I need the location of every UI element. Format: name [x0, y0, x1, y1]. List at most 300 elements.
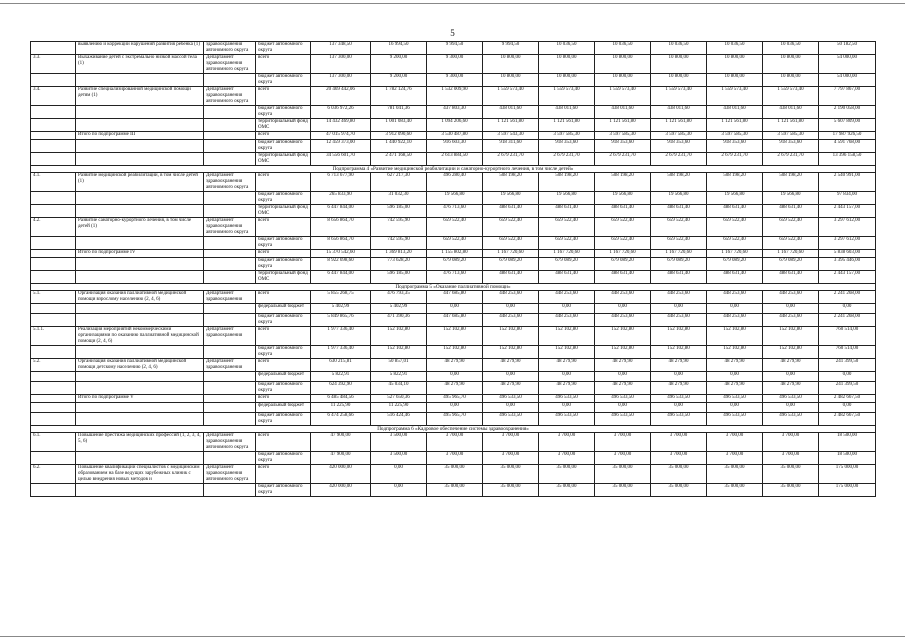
amount-cell: 496 533,50 — [707, 413, 763, 426]
measure-name — [76, 192, 204, 205]
amount-cell: 437 803,30 — [427, 106, 483, 119]
funding-source: всего — [256, 173, 311, 192]
amount-cell: 1 532 009,90 — [427, 87, 483, 106]
amount-cell: 438 011,60 — [763, 106, 819, 119]
item-number — [31, 153, 76, 166]
amount-cell: 488 631,40 — [483, 271, 539, 284]
table-row — [31, 465, 876, 484]
amount-cell: 14 432 469,80 — [311, 119, 371, 132]
amount-cell: 8 656 864,70 — [311, 218, 371, 237]
table-row — [31, 372, 876, 382]
funding-source: всего — [256, 327, 311, 346]
amount-cell: 1 121 561,80 — [483, 119, 539, 132]
item-number — [31, 304, 76, 314]
funding-source: всего — [256, 87, 311, 106]
item-number — [31, 452, 76, 465]
funding-source: федеральный бюджет — [256, 403, 311, 413]
amount-cell: 13 396 158,50 — [819, 153, 876, 166]
amount-cell: 10 800,00 — [763, 55, 819, 74]
amount-cell: 1 167 720,60 — [483, 250, 539, 258]
amount-cell: 10 036,50 — [539, 42, 595, 55]
amount-cell: 0,00 — [539, 403, 595, 413]
amount-cell: 152 102,80 — [707, 327, 763, 346]
amount-cell: 448 253,60 — [707, 314, 763, 327]
amount-cell: 918 311,60 — [483, 140, 539, 153]
amount-cell: 152 102,80 — [595, 346, 651, 359]
amount-cell: 152 102,80 — [707, 346, 763, 359]
amount-cell: 3 700,00 — [483, 433, 539, 452]
amount-cell: 10 800,00 — [483, 55, 539, 74]
amount-cell: 496 533,50 — [539, 413, 595, 426]
measure-name — [76, 382, 204, 395]
amount-cell: 1 121 561,80 — [595, 119, 651, 132]
amount-cell: 496 533,50 — [595, 413, 651, 426]
amount-cell: 97 834,00 — [819, 192, 876, 205]
amount-cell: 8 656 864,70 — [311, 237, 371, 250]
amount-cell: 1 167 720,60 — [595, 250, 651, 258]
amount-cell: 496 533,50 — [483, 413, 539, 426]
amount-cell: 476 713,60 — [427, 271, 483, 284]
amount-cell: 48 279,90 — [427, 382, 483, 395]
amount-cell: 2 443 157,00 — [819, 271, 876, 284]
amount-cell: 10 800,00 — [707, 55, 763, 74]
amount-cell: 679 089,20 — [763, 258, 819, 271]
amount-cell: 679 089,20 — [707, 258, 763, 271]
amount-cell: 9 994,50 — [427, 42, 483, 55]
amount-cell: 10 800,00 — [651, 55, 707, 74]
amount-cell: 438 011,60 — [651, 106, 707, 119]
responsible-executor — [204, 382, 256, 395]
funding-source: федеральный бюджет — [256, 372, 311, 382]
responsible-executor: Департамент здравоохранения автономного округа — [204, 218, 256, 237]
amount-cell: 3 297 612,00 — [819, 237, 876, 250]
amount-cell: 495 965,70 — [427, 413, 483, 426]
item-number — [31, 346, 76, 359]
amount-cell: 5 822,91 — [371, 372, 427, 382]
amount-cell: 0,00 — [483, 372, 539, 382]
measure-name — [76, 346, 204, 359]
item-number: 5.1.1. — [31, 327, 76, 346]
amount-cell: 488 631,40 — [483, 205, 539, 218]
amount-cell: 448 253,60 — [539, 314, 595, 327]
amount-cell: 5 402,99 — [311, 304, 371, 314]
amount-cell: 4 591 768,00 — [819, 140, 876, 153]
funding-source: бюджет автономного округа — [256, 346, 311, 359]
amount-cell: 35 000,00 — [483, 465, 539, 484]
item-number — [31, 314, 76, 327]
amount-cell: 241 399,50 — [819, 382, 876, 395]
item-number — [31, 413, 76, 426]
amount-cell: 760 514,00 — [819, 327, 876, 346]
amount-cell: 16 994,50 — [371, 42, 427, 55]
amount-cell: 496 280,40 — [427, 173, 483, 192]
amount-cell: 152 102,80 — [651, 327, 707, 346]
amount-cell: 496 533,50 — [763, 395, 819, 403]
item-number: 3.3. — [31, 55, 76, 74]
amount-cell: 10 800,00 — [595, 55, 651, 74]
amount-cell: 516 424,46 — [371, 413, 427, 426]
responsible-executor: Департамент здравоохранения автономного округа — [204, 433, 256, 452]
table-row — [31, 395, 876, 403]
amount-cell: 1 121 561,80 — [539, 119, 595, 132]
funding-source: территориальный фонд ОМС — [256, 271, 311, 284]
amount-cell: 12 459 373,00 — [311, 140, 371, 153]
responsible-executor: Департамент здравоохранения — [204, 327, 256, 346]
amount-cell: 3 912 090,60 — [371, 132, 427, 140]
amount-cell: 448 253,60 — [707, 291, 763, 304]
amount-cell: 0,00 — [651, 403, 707, 413]
amount-cell: 0,00 — [539, 304, 595, 314]
amount-cell: 2 679 231,70 — [763, 153, 819, 166]
item-number — [31, 395, 76, 403]
responsible-executor — [204, 192, 256, 205]
amount-cell: 152 102,80 — [427, 346, 483, 359]
amount-cell: 1 977 336,40 — [311, 327, 371, 346]
amount-cell: 448 253,60 — [595, 291, 651, 304]
measure-name: Итого по подпрограмме V — [76, 395, 204, 403]
page-number: 5 — [450, 28, 455, 38]
amount-cell: 0,00 — [595, 372, 651, 382]
funding-source: всего — [256, 132, 311, 140]
amount-cell: 438 011,60 — [539, 106, 595, 119]
amount-cell: 18 500,00 — [819, 452, 876, 465]
responsible-executor — [204, 205, 256, 218]
amount-cell: 1 782 124,76 — [371, 87, 427, 106]
amount-cell: 659 522,40 — [595, 218, 651, 237]
amount-cell: 448 253,60 — [763, 314, 819, 327]
amount-cell: 760 514,00 — [819, 346, 876, 359]
amount-cell: 0,00 — [427, 304, 483, 314]
item-number — [31, 484, 76, 497]
amount-cell: 0,00 — [819, 304, 876, 314]
amount-cell: 2 679 231,70 — [539, 153, 595, 166]
amount-cell: 1 369 813,20 — [371, 250, 427, 258]
amount-cell: 679 089,20 — [539, 258, 595, 271]
measure-name: Развитие специализированной медицинской помощи детям (1) — [76, 87, 204, 106]
table-row — [31, 314, 876, 327]
amount-cell: 679 089,20 — [595, 258, 651, 271]
table-row — [31, 153, 876, 166]
amount-cell: 918 353,60 — [707, 140, 763, 153]
amount-cell: 3 700,00 — [651, 452, 707, 465]
amount-cell: 916 603,30 — [427, 140, 483, 153]
amount-cell: 3 700,00 — [427, 452, 483, 465]
amount-cell: 0,00 — [427, 403, 483, 413]
responsible-executor — [204, 271, 256, 284]
item-number — [31, 205, 76, 218]
amount-cell: 152 102,80 — [539, 346, 595, 359]
responsible-executor: Департамент здравоохранения автономного округа — [204, 173, 256, 192]
amount-cell: 0,00 — [763, 372, 819, 382]
funding-source: бюджет автономного округа — [256, 314, 311, 327]
amount-cell: 6 474 258,66 — [311, 413, 371, 426]
amount-cell: 1 121 561,80 — [707, 119, 763, 132]
amount-cell: 488 631,40 — [763, 205, 819, 218]
subprogram-header-row — [31, 284, 876, 291]
amount-cell: 48 279,90 — [483, 359, 539, 372]
amount-cell: 488 631,40 — [651, 271, 707, 284]
funding-source: бюджет автономного округа — [256, 258, 311, 271]
funding-source: бюджет автономного округа — [256, 452, 311, 465]
amount-cell: 11 225,90 — [311, 403, 371, 413]
funding-source: территориальный фонд ОМС — [256, 119, 311, 132]
amount-cell: 8 922 698,60 — [311, 258, 371, 271]
amount-cell: 448 253,60 — [651, 314, 707, 327]
item-number — [31, 106, 76, 119]
amount-cell: 508 198,20 — [539, 173, 595, 192]
amount-cell: 624 392,90 — [311, 382, 371, 395]
measure-name — [76, 484, 204, 497]
amount-cell: 10 036,50 — [651, 42, 707, 55]
amount-cell: 0,00 — [651, 304, 707, 314]
responsible-executor — [204, 484, 256, 497]
amount-cell: 2 679 231,70 — [595, 153, 651, 166]
amount-cell: 48 279,90 — [707, 382, 763, 395]
amount-cell: 3 700,00 — [539, 452, 595, 465]
table-row — [31, 42, 876, 55]
amount-cell: 48 279,90 — [651, 359, 707, 372]
amount-cell: 527 650,36 — [371, 395, 427, 403]
table-row — [31, 359, 876, 372]
amount-cell: 2 471 168,50 — [371, 153, 427, 166]
amount-cell: 659 522,40 — [763, 237, 819, 250]
subprogram-title: Подпрограмма 4 «Развитие медицинской реабилитации и санаторно-курортного лечения, в том числе детей» — [31, 166, 876, 173]
amount-cell: 7 797 867,00 — [819, 87, 876, 106]
amount-cell: 3 700,00 — [595, 433, 651, 452]
amount-cell: 508 198,20 — [707, 173, 763, 192]
item-number — [31, 192, 76, 205]
amount-cell: 54 000,00 — [819, 74, 876, 87]
amount-cell: 35 000,00 — [763, 484, 819, 497]
responsible-executor — [204, 304, 256, 314]
item-number: 6.1. — [31, 433, 76, 452]
amount-cell: 10 800,00 — [651, 74, 707, 87]
amount-cell: 3 500,00 — [371, 433, 427, 452]
amount-cell: 918 353,60 — [763, 140, 819, 153]
amount-cell: 35 000,00 — [651, 465, 707, 484]
amount-cell: 10 036,50 — [763, 42, 819, 55]
amount-cell: 48 279,90 — [651, 382, 707, 395]
amount-cell: 488 631,40 — [595, 205, 651, 218]
measure-name: Организация оказания паллиативной медицинской помощи детскому населению (2, 4, 6) — [76, 359, 204, 372]
measure-name — [76, 271, 204, 284]
amount-cell: 47 015 974,70 — [311, 132, 371, 140]
table-row — [31, 346, 876, 359]
amount-cell: 3 700,00 — [483, 452, 539, 465]
amount-cell: 10 800,00 — [707, 74, 763, 87]
responsible-executor — [204, 74, 256, 87]
responsible-executor — [204, 403, 256, 413]
amount-cell: 10 800,00 — [763, 74, 819, 87]
table-row — [31, 132, 876, 140]
amount-cell: 3 500,00 — [371, 452, 427, 465]
funding-source: всего — [256, 218, 311, 237]
measure-name — [76, 74, 204, 87]
measure-name — [76, 452, 204, 465]
amount-cell: 448 253,60 — [539, 291, 595, 304]
amount-cell: 6 447 844,00 — [311, 271, 371, 284]
responsible-executor — [204, 258, 256, 271]
amount-cell: 3 597 585,30 — [651, 132, 707, 140]
amount-cell: 2 241 268,00 — [819, 314, 876, 327]
amount-cell: 488 631,40 — [651, 205, 707, 218]
amount-cell: 0,00 — [483, 304, 539, 314]
measure-name: Повышение престижа медицинских профессий (1, 2, 3, 4, 5, 6) — [76, 433, 204, 452]
item-number — [31, 42, 76, 55]
table-row — [31, 271, 876, 284]
measure-name — [76, 205, 204, 218]
amount-cell: 2 241 268,00 — [819, 291, 876, 304]
item-number: 5.2. — [31, 359, 76, 372]
amount-cell: 50 857,01 — [371, 359, 427, 372]
amount-cell: 152 102,80 — [539, 327, 595, 346]
amount-cell: 48 279,90 — [763, 382, 819, 395]
table-row — [31, 291, 876, 304]
amount-cell: 0,00 — [707, 304, 763, 314]
amount-cell: 448 253,60 — [651, 291, 707, 304]
amount-cell: 10 800,00 — [483, 74, 539, 87]
amount-cell: 152 102,80 — [763, 346, 819, 359]
amount-cell: 3 700,00 — [763, 452, 819, 465]
amount-cell: 5 838 603,00 — [819, 250, 876, 258]
amount-cell: 496 533,50 — [651, 395, 707, 403]
funding-source: бюджет автономного округа — [256, 106, 311, 119]
responsible-executor: Департамент здравоохранения — [204, 359, 256, 372]
responsible-executor — [204, 140, 256, 153]
amount-cell: 3 700,00 — [595, 452, 651, 465]
funding-source: территориальный фонд ОМС — [256, 205, 311, 218]
funding-source: территориальный фонд ОМС — [256, 153, 311, 166]
amount-cell: 1 559 573,40 — [651, 87, 707, 106]
amount-cell: 9 200,00 — [371, 55, 427, 74]
amount-cell: 34 556 601,70 — [311, 153, 371, 166]
responsible-executor — [204, 346, 256, 359]
amount-cell: 31 032,30 — [371, 192, 427, 205]
amount-cell: 773 628,20 — [371, 258, 427, 271]
amount-cell: 781 041,36 — [371, 106, 427, 119]
amount-cell: 3 700,00 — [427, 433, 483, 452]
table-row — [31, 140, 876, 153]
amount-cell: 48 279,90 — [539, 382, 595, 395]
funding-source: бюджет автономного округа — [256, 413, 311, 426]
responsible-executor — [204, 132, 256, 140]
amount-cell: 0,00 — [595, 403, 651, 413]
amount-cell: 448 253,60 — [483, 314, 539, 327]
table-row — [31, 55, 876, 74]
amount-cell: 19 566,80 — [427, 192, 483, 205]
amount-cell: 496 533,50 — [483, 395, 539, 403]
amount-cell: 48 279,90 — [707, 359, 763, 372]
funding-source: бюджет автономного округа — [256, 74, 311, 87]
measure-name: Развитие санаторно-курортного лечения, в том числе детей (1) — [76, 218, 204, 237]
amount-cell: 496 533,50 — [763, 413, 819, 426]
amount-cell: 1 559 573,40 — [483, 87, 539, 106]
item-number — [31, 237, 76, 250]
amount-cell: 6 447 844,00 — [311, 205, 371, 218]
table-row — [31, 327, 876, 346]
item-number — [31, 382, 76, 395]
responsible-executor — [204, 250, 256, 258]
amount-cell: 0,00 — [819, 403, 876, 413]
amount-cell: 659 522,40 — [427, 237, 483, 250]
measure-name — [76, 413, 204, 426]
amount-cell: 5 822,91 — [311, 372, 371, 382]
amount-cell: 35 000,00 — [539, 465, 595, 484]
responsible-executor — [204, 106, 256, 119]
amount-cell: 2 482 667,50 — [819, 413, 876, 426]
amount-cell: 3 597 585,30 — [595, 132, 651, 140]
funding-source: всего — [256, 395, 311, 403]
amount-cell: 35 000,00 — [763, 465, 819, 484]
amount-cell: 48 279,90 — [427, 359, 483, 372]
responsible-executor: Департамент здравоохранения автономного округа — [204, 465, 256, 484]
amount-cell: 488 631,40 — [539, 271, 595, 284]
amount-cell: 496 533,50 — [595, 395, 651, 403]
amount-cell: 1 167 720,60 — [651, 250, 707, 258]
measure-name: Организация оказания паллиативной медицинской помощи взрослому населению (2, 4, 6) — [76, 291, 204, 304]
amount-cell: 1 121 561,80 — [763, 119, 819, 132]
amount-cell: 0,00 — [763, 403, 819, 413]
responsible-executor — [204, 395, 256, 403]
amount-cell: 448 253,60 — [595, 314, 651, 327]
amount-cell: 9 200,00 — [371, 74, 427, 87]
amount-cell: 596 185,00 — [371, 271, 427, 284]
funding-source: бюджет автономного округа — [256, 484, 311, 497]
amount-cell: 11 225,90 — [371, 403, 427, 413]
amount-cell: 659 522,40 — [595, 237, 651, 250]
amount-cell: 3 395 446,00 — [819, 258, 876, 271]
amount-cell: 152 102,80 — [371, 327, 427, 346]
table-row — [31, 413, 876, 426]
amount-cell: 476 713,60 — [427, 205, 483, 218]
funding-source: всего — [256, 55, 311, 74]
table-row — [31, 258, 876, 271]
amount-cell: 47 900,00 — [311, 452, 371, 465]
amount-cell: 3 530 487,80 — [427, 132, 483, 140]
measure-name — [76, 403, 204, 413]
amount-cell: 0,00 — [427, 372, 483, 382]
amount-cell: 9 994,50 — [483, 42, 539, 55]
measure-name: Итого по подпрограмме IV — [76, 250, 204, 258]
amount-cell: 488 631,40 — [539, 205, 595, 218]
amount-cell: 152 102,80 — [483, 327, 539, 346]
amount-cell: 35 000,00 — [427, 484, 483, 497]
subprogram-header-row — [31, 426, 876, 433]
amount-cell: 1 121 561,80 — [651, 119, 707, 132]
amount-cell: 508 198,20 — [595, 173, 651, 192]
amount-cell: 918 353,60 — [539, 140, 595, 153]
amount-cell: 471 390,36 — [371, 314, 427, 327]
table-row — [31, 484, 876, 497]
amount-cell: 1 167 720,60 — [763, 250, 819, 258]
amount-cell: 0,00 — [707, 372, 763, 382]
amount-cell: 1 977 336,40 — [311, 346, 371, 359]
amount-cell: 35 000,00 — [707, 465, 763, 484]
responsible-executor: Департамент здравоохранения — [204, 291, 256, 304]
amount-cell: 10 036,50 — [707, 42, 763, 55]
amount-cell: 918 353,60 — [595, 140, 651, 153]
amount-cell: 448 253,60 — [763, 291, 819, 304]
amount-cell: 5 855 268,75 — [311, 291, 371, 304]
amount-cell: 659 522,40 — [651, 237, 707, 250]
funding-source: федеральный бюджет — [256, 304, 311, 314]
table-row — [31, 87, 876, 106]
amount-cell: 3 700,00 — [707, 433, 763, 452]
amount-cell: 679 089,20 — [427, 258, 483, 271]
amount-cell: 3 597 585,30 — [707, 132, 763, 140]
amount-cell: 35 000,00 — [427, 465, 483, 484]
item-number: 5.1. — [31, 291, 76, 304]
